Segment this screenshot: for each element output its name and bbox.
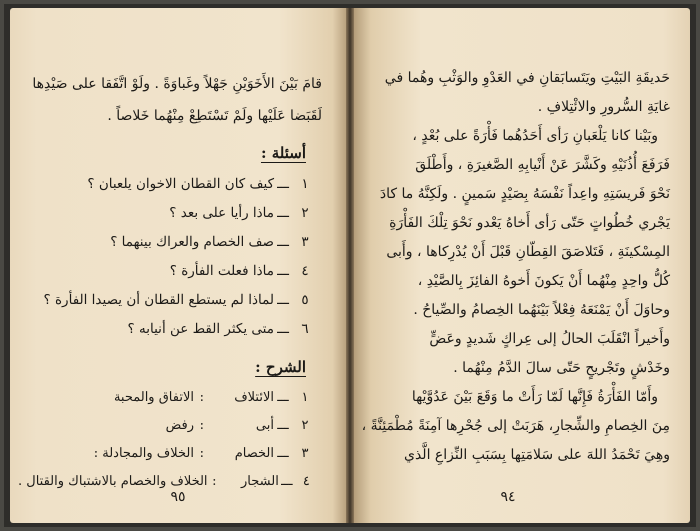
vocabulary-meaning: رفض: [165, 418, 194, 433]
right-page: [354, 8, 690, 523]
paragraph-line: لَقَبَضا عَلَيْها ولَمْ تَسْتَطِعْ مِنْهُما خَلاصاً .: [107, 108, 322, 124]
vocabulary-meaning: الخلاف والمجادلة :: [93, 446, 194, 461]
vocabulary-meaning: الاتفاق والمحبة: [113, 390, 194, 405]
book: [4, 4, 696, 527]
vocabulary-number: ١: [301, 390, 309, 405]
vocabulary-list: [18, 384, 318, 496]
question-number: ٦: [301, 321, 309, 337]
text-line: كُلُّ واحِدٍ مِنْهُما أَنْ يَكونَ أَخوهُ الفائِزَ بِالصَّيْدِ ،: [417, 273, 670, 289]
vocabulary-item: ٤ ـــ الشجار : الخلاف والخصام بالاشتباك والقتال .: [18, 468, 318, 496]
page-number-right: ٩٤: [500, 489, 516, 505]
question-number: ٥: [301, 292, 309, 308]
questions-heading: أسئلة :: [260, 144, 306, 162]
question-item: ٣ ـــ صف الخصام والعراك بينهما ؟: [18, 228, 318, 257]
question-text: كيف كان القطان الاخوان يلعبان ؟: [87, 176, 274, 192]
text-line: وحاوَلَ أَنْ يَمْنَعَهُ فِعْلاً بَيْنَهُما الخِصامُ والصِّياحُ .: [413, 302, 670, 318]
questions-list: [18, 170, 318, 344]
question-number: ٤: [301, 263, 309, 279]
question-text: ماذا فعلت الفأرة ؟: [169, 263, 274, 279]
text-line: المِسْكينَةِ ، فَتَلاصَقَ القِطّانِ قَبْلَ أَنْ يُدْرِكاها ، وأَبى: [386, 244, 670, 260]
text-line: نَحْوَ فَريسَتِهِ واعِداً نَفْسَهُ بِصَيْدٍ سَمينٍ . ولَكِنَّهُ ما كادَ: [379, 186, 670, 202]
book-gutter: [346, 8, 354, 523]
text-line: مِنَ الخِصامِ والشِّجارِ، هَرَبَتْ إلى جُحْرِها آمِنَةً مُطْمَئِنَّةً ،: [361, 418, 670, 434]
left-page-paragraph: [22, 68, 322, 132]
vocabulary-number: ٣: [301, 446, 309, 461]
text-line: وبَيْنا كانا يَلْعَبانِ رَأى أَحَدُهُما فَأْرَةً على بُعْدٍ ،: [412, 128, 658, 144]
question-number: ٣: [301, 234, 309, 250]
vocabulary-meaning: الخلاف والخصام بالاشتباك والقتال .: [18, 474, 208, 489]
vocabulary-item: ٣ ـــ الخصام : الخلاف والمجادلة :: [18, 440, 318, 468]
text-line: وأَخيراً انْقَلَبَ الحالُ إلى عِراكٍ شَديدٍ وعَضٍّ: [429, 331, 670, 347]
paragraph-line: قامَ بَيْنَ الأَخَوَيْنِ جَهْلاً وغَباوَةً . ولَوْ اتَّفَقا على صَيْدِها: [32, 76, 322, 92]
vocabulary-item: ١ ـــ الائتلاف : الاتفاق والمحبة: [18, 384, 318, 412]
question-text: متى يكثر القط عن أنيابه ؟: [127, 321, 274, 337]
text-line: غايَةِ السُّرورِ والائْتِلافِ .: [537, 99, 670, 115]
vocabulary-term: الخصام: [234, 446, 274, 461]
left-page: [10, 8, 346, 523]
vocabulary-term: الائتلاف: [234, 390, 274, 405]
question-text: صف الخصام والعراك بينهما ؟: [110, 234, 274, 250]
question-item: ١ ـــ كيف كان القطان الاخوان يلعبان ؟: [18, 170, 318, 199]
vocabulary-number: ٤: [302, 474, 310, 489]
vocabulary-item: ٢ ـــ أبى : رفض: [18, 412, 318, 440]
question-item: ٥ ـــ لماذا لم يستطع القطان أن يصيدا الفأرة ؟: [18, 286, 318, 315]
question-item: ٤ ـــ ماذا فعلت الفأرة ؟: [18, 257, 318, 286]
vocabulary-term: أبى: [255, 418, 274, 433]
text-line: وأَمّا الفَأْرَةُ فَإِنَّها لَمّا رَأَتْ ما وَقَعَ بَيْنَ عَدُوَّيْها: [411, 389, 658, 405]
question-number: ١: [301, 176, 309, 192]
question-item: ٦ ـــ متى يكثر القط عن أنيابه ؟: [18, 315, 318, 344]
text-line: حَديقَةِ البَيْتِ ويَتَسابَقانِ في العَدْوِ والوَثْبِ وهُما في: [384, 70, 670, 86]
page-number-left: ٩٥: [170, 489, 186, 505]
vocabulary-term: الشجار: [241, 474, 279, 489]
question-item: ٢ ـــ ماذا رأيا على بعد ؟: [18, 199, 318, 228]
explanation-heading: الشرح :: [255, 358, 306, 376]
text-line: يَجْري خُطُواتٍ حَتّى رَأى أَخاهُ يَعْدو نَحْوَ تِلْكَ الفَأْرَةِ: [389, 215, 670, 231]
question-number: ٢: [301, 205, 309, 221]
text-line: وهِيَ تَحْمَدُ اللهَ على سَلامَتِها بِسَبَبِ النِّزاعِ الَّذي: [404, 447, 670, 463]
question-text: لماذا لم يستطع القطان أن يصيدا الفأرة ؟: [43, 292, 274, 308]
vocabulary-number: ٢: [301, 418, 309, 433]
text-line: وخَدْشٍ وتَجْريحٍ حَتّى سالَ الدَّمُ مِنْهُما .: [453, 360, 670, 376]
text-line: فَرَفَعَ أُذُنَيْهِ وكَشَّرَ عَنْ أَنْيابِهِ الصَّغيرَةِ ، وأَطْلَقَ: [415, 157, 670, 173]
question-text: ماذا رأيا على بعد ؟: [169, 205, 274, 221]
right-page-text: [361, 64, 670, 470]
